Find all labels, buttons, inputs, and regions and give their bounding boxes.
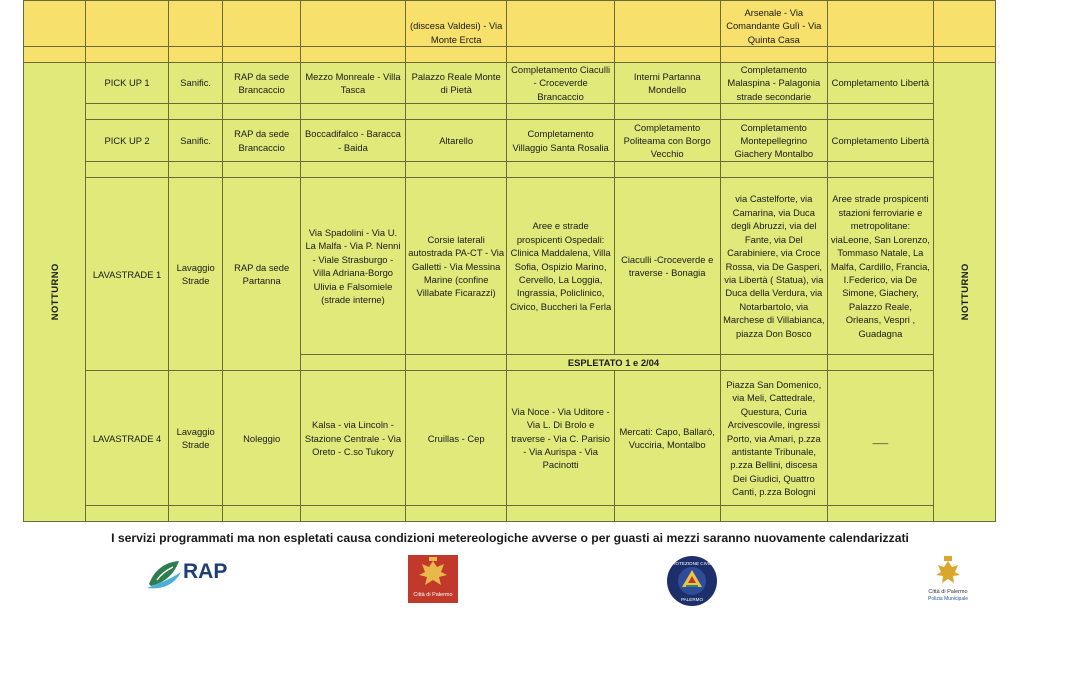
schedule-table xyxy=(23,0,996,522)
rap-leaf-icon xyxy=(145,558,183,592)
day-cell: Boccadifalco - Baracca - Baida xyxy=(301,120,406,162)
protezione-top-text: PROTEZIONE CIVILE xyxy=(669,561,715,566)
day-cell: Kalsa - via Lincoln - Stazione Centrale - Via Oreto - C.so Tukory xyxy=(301,371,406,506)
protezione-civile-logo xyxy=(666,555,718,607)
service-type: Sanific. xyxy=(169,120,223,162)
cell-top-col7: Arsenale - Via Comandante Gulì - Via Quinta Casa xyxy=(720,1,827,47)
notturno-label-right: NOTTURNO xyxy=(933,63,995,522)
schedule-sheet xyxy=(23,0,996,519)
footer-note: I servizi programmati ma non espletati causa condizioni metereologiche avverse o per guasti ai mezzi saranno nuovamente calendarizzati xyxy=(111,531,909,545)
protezione-bottom-text: PALERMO xyxy=(680,597,704,602)
day-cell: ___ xyxy=(828,371,934,506)
day-cell: Completamento Ciaculli - Croceverde Brancaccio xyxy=(507,63,614,104)
day-cell: Completamento Libertà xyxy=(828,63,934,104)
polizia-text-2: Polizia Municipale xyxy=(927,596,969,602)
day-cell: Completamento Villaggio Santa Rosalia xyxy=(507,120,614,162)
day-cell: Mezzo Monreale - Villa Tasca xyxy=(301,63,406,104)
day-cell: Interni Partanna Mondello xyxy=(614,63,720,104)
rap-logo xyxy=(145,558,255,594)
service-origin: RAP da sede Brancaccio xyxy=(223,120,301,162)
table-row xyxy=(24,1,996,47)
service-origin: RAP da sede Partanna xyxy=(223,178,301,371)
day-cell: Completamento Malaspina - Palagonia strade secondarie xyxy=(720,63,827,104)
table-row xyxy=(24,104,996,120)
day-cell: Palazzo Reale Monte di Pietà xyxy=(405,63,507,104)
table-row xyxy=(24,63,996,104)
service-name: LAVASTRADE 4 xyxy=(86,371,169,506)
day-cell: Aree strade prospicenti stazioni ferroviarie e metropolitane: viaLeone, San Lorenzo, Tommaso Natale, La Malfa, Cardillo, Francia, I.Federico, via De Simone, Giachery, Palazzo Reale, Orleans, Vespri , Guadagna xyxy=(828,178,934,355)
table-row xyxy=(24,506,996,522)
day-cell: Completamento Politeama con Borgo Vecchio xyxy=(614,120,720,162)
table-row xyxy=(24,371,996,506)
day-cell: Via Spadolini - Via U. La Malfa - Via P. Nenni - Viale Strasburgo - Villa Adriana-Borgo Ulivia e Falsomiele (strade interne) xyxy=(301,178,406,355)
day-cell: Mercati: Capo, Ballarò, Vucciria, Montalbo xyxy=(614,371,720,506)
day-cell: Ciaculli -Croceverde e traverse - Bonagia xyxy=(614,178,720,355)
day-cell: Completamento Montepellegrino Giachery Montalbo xyxy=(720,120,827,162)
table-row xyxy=(24,47,996,63)
day-cell: Cruillas - Cep xyxy=(405,371,507,506)
service-name: LAVASTRADE 1 xyxy=(86,178,169,371)
day-cell: Aree e strade prospicenti Ospedali: Clinica Maddalena, Villa Sofia, Ospizio Marino, Cervello, La Loggia, Ingrassia, Policlinico, Civico, Buccheri la Ferla xyxy=(507,178,614,355)
cell-top-col4: (discesa Valdesi) - Via Monte Ercta xyxy=(405,1,507,47)
day-cell: Corsie laterali autostrada PA-CT - Via Galletti - Via Messina Marine (confine Villabate Ficarazzi) xyxy=(405,178,507,355)
polizia-text-1: Città di Palermo xyxy=(928,589,968,595)
service-type: Lavaggio Strade xyxy=(169,371,223,506)
eagle-crest-icon xyxy=(408,555,458,593)
day-cell: via Castelforte, via Camarina, via Duca degli Abruzzi, via del Fante, via Del Carabiniere, via Croce Rossa, via De Gasperi, via Libertà ( Statua), via Duca della Verdura, via Notarbartolo, via Marchese di Villabianca, piazza Don Bosco xyxy=(720,178,827,355)
day-cell: Via Noce - Via Uditore - Via L. Di Brolo e traverse - Via C. Parisio - Via Aurispa - Via Pacinotti xyxy=(507,371,614,506)
table-row xyxy=(24,120,996,162)
service-name: PICK UP 1 xyxy=(86,63,169,104)
eagle-crest-icon xyxy=(922,555,974,589)
notturno-label-left: NOTTURNO xyxy=(24,63,86,522)
day-cell: Piazza San Domenico, via Meli, Cattedrale, Questura, Curia Arcivescovile, ingressi Porto, via Amari, p.zza antistante Tribunale, p.zza Bellini, discesa Dei Giudici, Quattro Canti, p.zza Bologni xyxy=(720,371,827,506)
service-type: Sanific. xyxy=(169,63,223,104)
service-origin: Noleggio xyxy=(223,371,301,506)
palermo-logo xyxy=(408,555,458,603)
service-type: Lavaggio Strade xyxy=(169,178,223,371)
service-origin: RAP da sede Brancaccio xyxy=(223,63,301,104)
service-name: PICK UP 2 xyxy=(86,120,169,162)
completed-note: ESPLETATO 1 e 2/04 xyxy=(507,355,720,371)
polizia-municipale-logo xyxy=(922,555,974,605)
rap-logo-text: RAP xyxy=(183,560,228,583)
day-cell: Altarello xyxy=(405,120,507,162)
table-row xyxy=(24,178,996,355)
table-row xyxy=(24,162,996,178)
palermo-logo-text: Città di Palermo xyxy=(413,592,453,598)
day-cell: Completamento Libertà xyxy=(828,120,934,162)
